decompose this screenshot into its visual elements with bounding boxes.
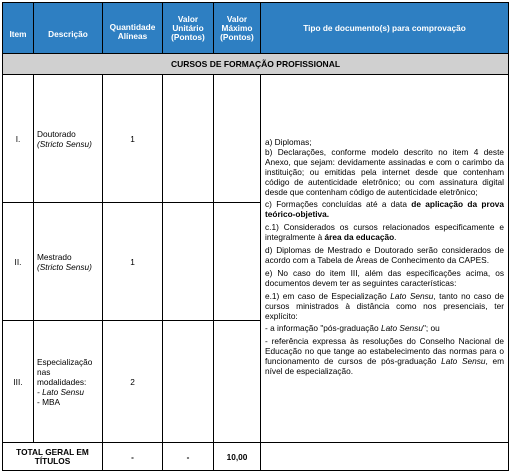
row-unit-value [163,203,214,321]
header-tipo-documento: Tipo de documento(s) para comprovação [261,3,509,54]
total-documents [261,443,509,471]
doc-e: e) No caso do item III, além das especificações acima, os documentos devem ter as seguintes características: [265,267,504,288]
row-quantity: 1 [103,75,163,203]
row-item-number: III. [3,321,34,443]
row-description [34,75,103,203]
row-quantity: 1 [103,203,163,321]
header-valor-unitario-line3: (Pontos) [171,31,205,42]
section-row [3,54,509,75]
total-unit-value: - [163,443,214,471]
doc-b: b) Declarações, conforme modelo descrito no item 4 deste Anexo, que sejam: devidamente assinadas e com o carimbo da instituição; ou emitidas pela internet desde que contenham código de autenticidade eletrônico; ou com assinatura digital desde que contenham código de autenticidade eletrônico; [265,146,504,197]
total-label [3,443,103,471]
row-unit-value [163,321,214,443]
header-valor-maximo-line3: (Pontos) [220,31,254,42]
doc-c1-text: c.1) Considerados os cursos relacionados especificamente e integralmente à [265,222,504,243]
header-valor-unitario [163,3,214,54]
doc-c-bold: de aplicação da prova teórico-objetiva. [265,199,504,220]
total-label-line1: TOTAL GERAL EM [16,446,89,457]
table-row [3,75,509,203]
doc-e1-text: e.1) em caso de Especialização [265,290,391,301]
doc-dash2-end: , em nível de especialização. [265,356,505,377]
row-title: Especialização nas modalidades: [37,356,93,387]
header-valor-maximo-line1: Valor [226,13,248,24]
row-description [34,321,103,443]
doc-c1-end: . [394,232,397,243]
total-label-line2: TÍTULOS [34,455,71,466]
row-list-item: - Lato Sensu [37,386,85,397]
total-quantity: - [103,443,163,471]
row-subtitle: (Stricto Sensu) [37,138,92,149]
header-valor-unitario-line2: Unitário [172,22,204,33]
total-row [3,443,509,471]
doc-e1 [265,292,504,322]
doc-e1-end: , tanto no caso de cursos ministrados à distância como nos presenciais, ter explícito: [265,290,504,321]
header-quantidade-line2: Alíneas [117,31,148,41]
row-unit-value [163,75,214,203]
row-max-value [214,321,261,443]
doc-d: d) Diplomas de Mestrado e Doutorado serão considerados de acordo com a Tabela de Áreas de Conhecimento da CAPES. [265,245,504,265]
row-list-item: - MBA [37,396,61,407]
header-valor-unitario-line1: Valor [177,13,199,24]
doc-dash2-italic: Lato Sensu [441,356,486,367]
header-quantidade [103,3,163,54]
doc-dash1-end: "; ou [422,323,440,334]
row-subtitle: (Stricto Sensu) [37,261,92,272]
row-item-number: I. [3,75,34,203]
header-quantidade-line1: Quantidade [109,22,156,32]
header-valor-maximo-line2: Máximo [221,22,253,33]
header-item: Item [3,3,34,54]
doc-c1 [265,223,504,243]
header-valor-maximo [214,3,261,54]
header-descricao: Descrição [34,3,103,54]
doc-e1-italic: Lato Sensu [390,290,434,301]
row-max-value [214,203,261,321]
row-max-value [214,75,261,203]
doc-dash1 [265,324,504,334]
section-title: CURSOS DE FORMAÇÃO PROFISSIONAL [3,54,509,75]
row-title: Mestrado [37,251,72,262]
doc-c1-bold: área da educação [324,232,395,243]
total-max-value: 10,00 [214,443,261,471]
documents-cell [261,75,509,443]
row-item-number: II. [3,203,34,321]
doc-a: a) Diplomas; [265,137,312,148]
header-row [3,3,509,54]
row-quantity: 2 [103,321,163,443]
doc-c-text: c) Formações concluídas até a data [265,199,412,210]
doc-dash1-text: - a informação "pós-graduação [265,323,381,334]
doc-dash2 [265,337,504,377]
row-title: Doutorado [37,128,76,139]
doc-c [265,200,504,220]
doc-dash1-italic: Lato Sensu [380,323,423,334]
row-description [34,203,103,321]
scoring-table [2,2,509,471]
doc-dash2-text: - referência expressa às resoluções do Conselho Nacional de Educação no que tange ao estabelecimento das normas para o funcionamento de cursos de pós-graduação [265,336,504,367]
